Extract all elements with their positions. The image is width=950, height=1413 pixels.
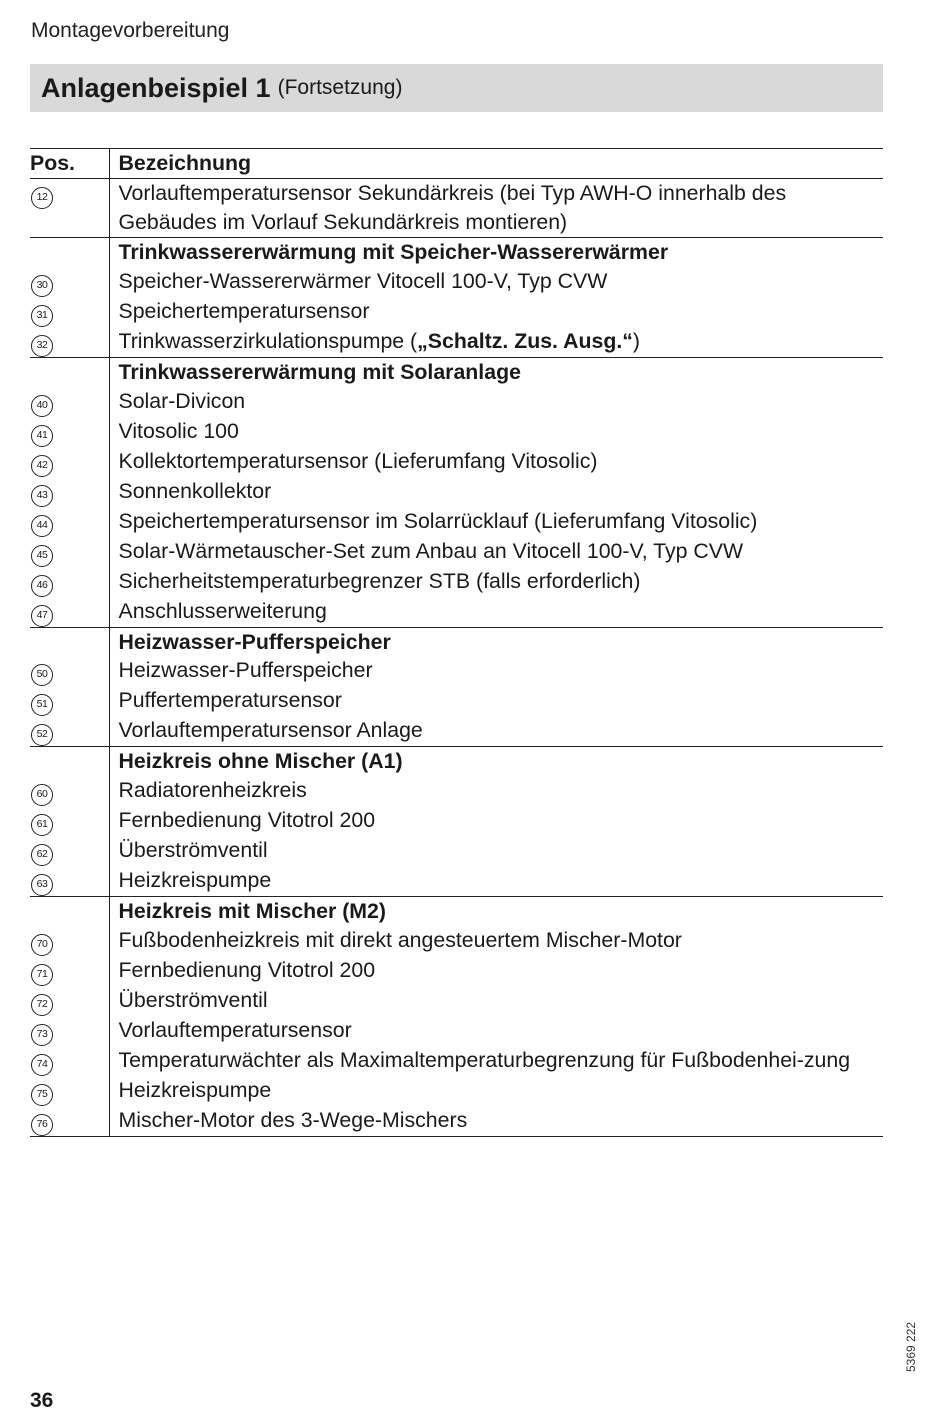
description-text: Vorlauftemperatursensor	[118, 1018, 352, 1043]
section-pos-cell	[30, 357, 109, 386]
page-number: 36	[30, 1389, 54, 1412]
pos-cell	[30, 297, 109, 327]
pos-cell	[30, 387, 109, 417]
position-number-badge: 31	[31, 305, 53, 327]
description-cell	[109, 776, 883, 806]
table-row	[30, 1076, 883, 1106]
section-heading: Heizkreis mit Mischer (M2)	[109, 897, 883, 926]
description-cell	[109, 866, 883, 897]
description-cell	[109, 1076, 883, 1106]
table-row	[30, 926, 883, 956]
document-code: 5369 222	[904, 1321, 918, 1372]
description-text: Sicherheitstemperaturbegrenzer STB (falls erforderlich)	[118, 568, 641, 593]
section-pos-cell	[30, 237, 109, 266]
table-header-row	[30, 149, 883, 179]
section-pos-cell	[30, 747, 109, 776]
pos-cell	[30, 1106, 109, 1137]
table-row	[30, 1106, 883, 1137]
position-number-badge: 70	[31, 934, 53, 956]
description-text: Radiatorenheizkreis	[118, 778, 307, 803]
table-row	[30, 776, 883, 806]
table-row	[30, 806, 883, 836]
position-number-badge: 71	[31, 964, 53, 986]
description-cell	[109, 836, 883, 866]
table-row	[30, 836, 883, 866]
description-text: Sonnenkollektor	[118, 478, 272, 503]
description-cell	[109, 656, 883, 686]
pos-cell	[30, 686, 109, 716]
position-number-badge: 30	[31, 275, 53, 297]
position-number-badge: 42	[31, 455, 53, 477]
section-heading: Trinkwassererwärmung mit Speicher-Wassererwärmer	[109, 237, 883, 266]
table-row	[30, 507, 883, 537]
pos-cell	[30, 178, 109, 237]
table-row	[30, 477, 883, 507]
description-cell	[109, 178, 883, 237]
description-cell	[109, 567, 883, 597]
description-text: Mischer-Motor des 3-Wege-Mischers	[118, 1108, 468, 1133]
description-cell	[109, 477, 883, 507]
pos-cell	[30, 417, 109, 447]
description-text: Fußbodenheizkreis mit direkt angesteuertem Mischer-Motor	[118, 928, 682, 953]
description-cell	[109, 926, 883, 956]
table-row	[30, 297, 883, 327]
section-row	[30, 747, 883, 776]
position-number-badge: 44	[31, 515, 53, 537]
description-text: Heizkreispumpe	[118, 868, 272, 893]
section-title: Anlagenbeispiel 1	[41, 72, 271, 103]
position-number-badge: 75	[31, 1084, 53, 1106]
table-row	[30, 986, 883, 1016]
description-text-after: )	[632, 328, 641, 353]
pos-cell	[30, 1016, 109, 1046]
section-row	[30, 237, 883, 266]
description-cell	[109, 686, 883, 716]
pos-cell	[30, 1046, 109, 1076]
table-row	[30, 1016, 883, 1046]
table-row	[30, 716, 883, 747]
pos-cell	[30, 597, 109, 628]
table-row	[30, 537, 883, 567]
running-header: Montagevorbereitung	[31, 19, 230, 42]
description-text: Puffertemperatursensor	[118, 688, 342, 713]
position-number-badge: 60	[31, 784, 53, 806]
position-number-badge: 50	[31, 664, 53, 686]
section-row	[30, 357, 883, 386]
description-cell	[109, 387, 883, 417]
description-text: Heizwasser-Pufferspeicher	[118, 658, 373, 683]
pos-cell	[30, 1076, 109, 1106]
position-number-badge: 61	[31, 814, 53, 836]
position-number-badge: 52	[31, 724, 53, 746]
pos-cell	[30, 477, 109, 507]
description-text: Überströmventil	[118, 838, 268, 863]
section-heading: Heizwasser-Pufferspeicher	[109, 627, 883, 656]
section-row	[30, 897, 883, 926]
description-cell	[109, 956, 883, 986]
position-number-badge: 51	[31, 694, 53, 716]
description-text: Speichertemperatursensor	[118, 298, 370, 323]
table-row	[30, 387, 883, 417]
table-row	[30, 956, 883, 986]
position-number-badge: 74	[31, 1054, 53, 1076]
pos-cell	[30, 836, 109, 866]
position-number-badge: 46	[31, 575, 53, 597]
table-row	[30, 597, 883, 628]
table-row	[30, 686, 883, 716]
pos-cell	[30, 447, 109, 477]
section-row	[30, 627, 883, 656]
table-row	[30, 656, 883, 686]
description-text: Vorlauftemperatursensor Sekundärkreis (bei Typ AWH-O innerhalb des Gebäudes im Vorlauf Sekundärkreis montieren)	[118, 180, 787, 234]
section-title-bar	[30, 64, 883, 112]
description-text: Vorlauftemperatursensor Anlage	[118, 718, 423, 743]
description-cell	[109, 327, 883, 358]
pos-cell	[30, 806, 109, 836]
table-row	[30, 178, 883, 237]
description-text: Anschlusserweiterung	[118, 598, 327, 623]
table-row	[30, 417, 883, 447]
pos-cell	[30, 866, 109, 897]
description-text: Kollektortemperatursensor (Lieferumfang Vitosolic)	[118, 448, 598, 473]
description-text: Temperaturwächter als Maximaltemperaturbegrenzung für Fußbodenhei-zung	[118, 1048, 851, 1073]
pos-cell	[30, 926, 109, 956]
table-row	[30, 447, 883, 477]
description-cell	[109, 597, 883, 628]
table-body	[30, 178, 883, 1136]
description-text: Überströmventil	[118, 988, 268, 1013]
pos-cell	[30, 776, 109, 806]
position-number-badge: 76	[31, 1114, 53, 1136]
table-row	[30, 567, 883, 597]
description-text: Vitosolic 100	[118, 418, 239, 443]
description-text: Fernbedienung Vitotrol 200	[118, 958, 376, 983]
position-number-badge: 32	[31, 335, 53, 357]
description-cell	[109, 1016, 883, 1046]
position-number-badge: 47	[31, 605, 53, 627]
position-number-badge: 40	[31, 395, 53, 417]
section-subtitle: (Fortsetzung)	[277, 76, 403, 99]
pos-cell	[30, 956, 109, 986]
pos-cell	[30, 567, 109, 597]
pos-cell	[30, 986, 109, 1016]
position-number-badge: 12	[31, 187, 53, 209]
description-cell	[109, 1046, 883, 1076]
position-number-badge: 41	[31, 425, 53, 447]
description-cell	[109, 507, 883, 537]
description-text: Solar-Divicon	[118, 388, 246, 413]
position-legend-table	[30, 148, 883, 1137]
position-number-badge: 73	[31, 1024, 53, 1046]
description-cell	[109, 537, 883, 567]
table-row	[30, 267, 883, 297]
section-heading: Trinkwassererwärmung mit Solaranlage	[109, 357, 883, 386]
table-row	[30, 1046, 883, 1076]
description-cell	[109, 1106, 883, 1137]
position-number-badge: 62	[31, 844, 53, 866]
table-row	[30, 327, 883, 358]
description-text: Trinkwasserzirkulationspumpe (	[118, 328, 418, 353]
position-number-badge: 72	[31, 994, 53, 1016]
pos-cell	[30, 327, 109, 358]
section-pos-cell	[30, 627, 109, 656]
column-header-pos: Pos.	[30, 151, 75, 175]
position-number-badge: 63	[31, 874, 53, 896]
pos-cell	[30, 507, 109, 537]
section-pos-cell	[30, 897, 109, 926]
description-text: Heizkreispumpe	[118, 1078, 272, 1103]
column-header-description: Bezeichnung	[109, 149, 883, 179]
position-number-badge: 45	[31, 545, 53, 567]
pos-cell	[30, 716, 109, 747]
description-cell	[109, 986, 883, 1016]
description-cell	[109, 297, 883, 327]
description-text: Solar-Wärmetauscher-Set zum Anbau an Vitocell 100-V, Typ CVW	[118, 538, 744, 563]
description-cell	[109, 417, 883, 447]
table-row	[30, 866, 883, 897]
position-number-badge: 43	[31, 485, 53, 507]
description-cell	[109, 806, 883, 836]
description-text: Speicher-Wassererwärmer Vitocell 100-V, Typ CVW	[118, 268, 608, 293]
section-heading: Heizkreis ohne Mischer (A1)	[109, 747, 883, 776]
pos-cell	[30, 267, 109, 297]
pos-cell	[30, 656, 109, 686]
pos-cell	[30, 537, 109, 567]
description-text: Fernbedienung Vitotrol 200	[118, 808, 376, 833]
description-bold-text: „Schaltz. Zus. Ausg.“	[417, 328, 633, 353]
description-cell	[109, 716, 883, 747]
description-text: Speichertemperatursensor im Solarrücklauf (Lieferumfang Vitosolic)	[118, 508, 758, 533]
description-cell	[109, 267, 883, 297]
description-cell	[109, 447, 883, 477]
